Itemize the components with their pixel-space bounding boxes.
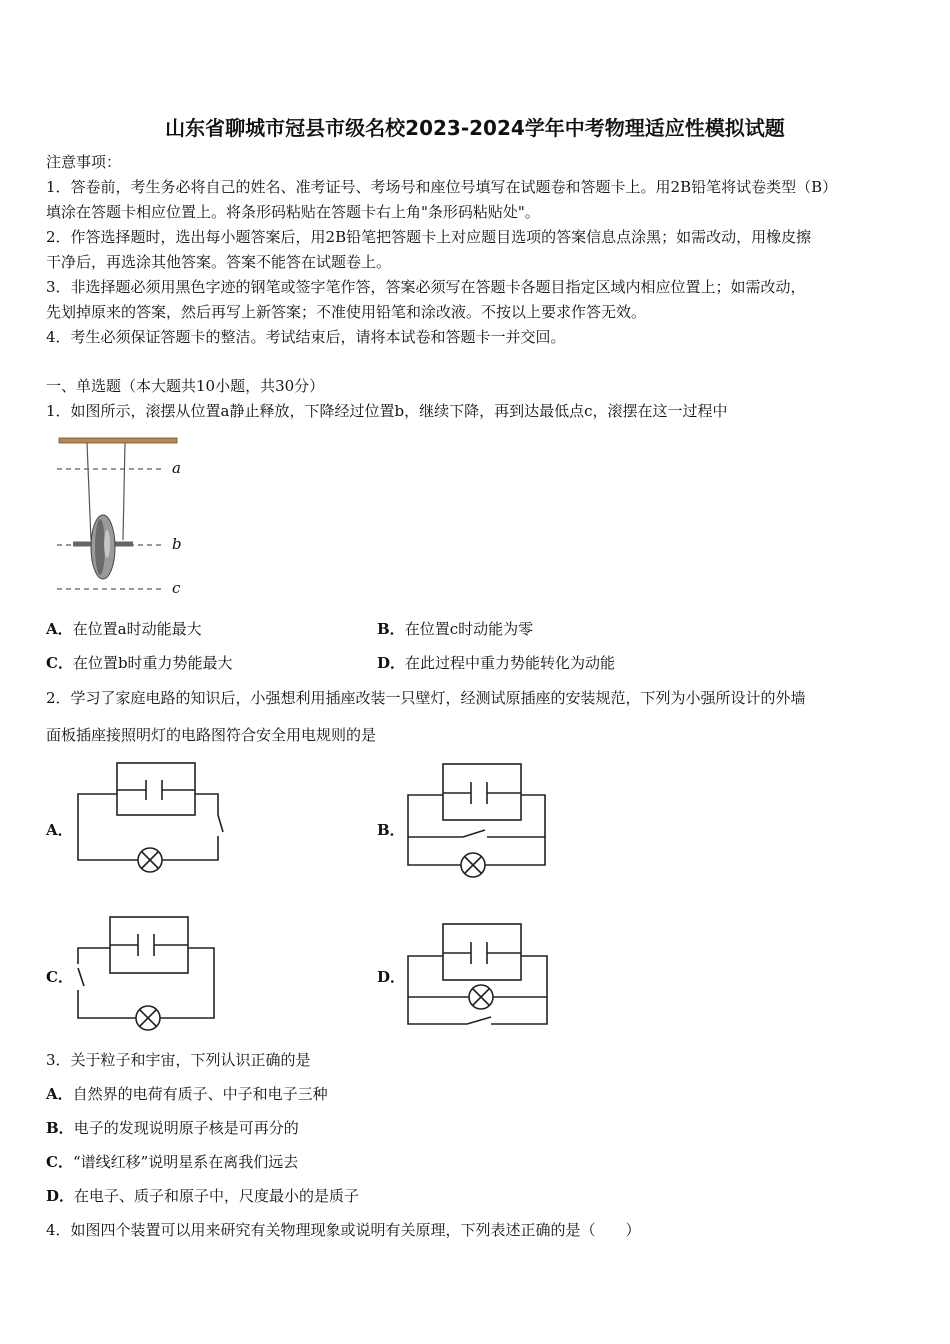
option-a[interactable] — [46, 1084, 328, 1104]
option-text: 在位置b时重力势能最大 — [72, 654, 233, 672]
option-text: 电子的发现说明原子核是可再分的 — [73, 1119, 299, 1137]
notice-line: 2．作答选择题时，选出每小题答案后，用2B铅笔把答题卡上对应题目选项的答案信息点涂黑；如需改动，用橡皮擦 — [46, 228, 812, 246]
option-text: 在电子、质子和原子中，尺度最小的是质子 — [74, 1187, 360, 1205]
option-label: D． — [46, 1187, 75, 1205]
option-text: 在此过程中重力势能转化为动能 — [405, 654, 616, 672]
question-2-stem: 2．学习了家庭电路的知识后，小强想利用插座改装一只壁灯，经测试原插座的安装规范，下列为小强所设计的外墙 — [46, 689, 806, 707]
circuit-b-diagram — [405, 760, 565, 880]
option-label: C． — [46, 1153, 73, 1171]
option-label: A． — [46, 620, 73, 638]
option-d[interactable]: D． — [377, 968, 406, 986]
figure-label-c: c — [172, 579, 181, 597]
option-a[interactable]: A． — [46, 821, 73, 839]
circuit-d-diagram — [405, 916, 565, 1036]
option-label: D． — [377, 654, 406, 672]
option-a[interactable] — [46, 619, 202, 639]
option-label: B． — [377, 620, 405, 638]
notice-line: 干净后，再选涂其他答案。答案不能答在试题卷上。 — [46, 253, 392, 271]
option-d[interactable] — [46, 1186, 359, 1206]
option-b[interactable]: B． — [377, 821, 405, 839]
option-text: “谱线红移”说明星系在离我们远去 — [72, 1153, 299, 1171]
notice-line: 3．非选择题必须用黑色字迹的钢笔或签字笔作答，答案必须写在答题卡各题目指定区域内相应位置上；如需改动， — [46, 278, 806, 296]
figure-label-b: b — [172, 535, 182, 553]
option-text: 自然界的电荷有质子、中子和电子三种 — [72, 1085, 328, 1103]
notice-line: 4．考生必须保证答题卡的整洁。考试结束后，请将本试卷和答题卡一并交回。 — [46, 328, 566, 346]
notice-line: 1．答卷前，考生务必将自己的姓名、准考证号、考场号和座位号填写在试题卷和答题卡上。用2B铅笔将试卷类型（B） — [46, 178, 838, 196]
circuit-a-diagram — [72, 760, 232, 880]
question-4-stem: 4．如图四个装置可以用来研究有关物理现象或说明有关原理，下列表述正确的是（ ） — [46, 1221, 641, 1239]
option-b[interactable] — [46, 1118, 299, 1138]
page-title: 山东省聊城市冠县市级名校2023-2024学年中考物理适应性模拟试题 — [165, 116, 785, 140]
notice-line: 填涂在答题卡相应位置上。将条形码粘贴在答题卡右上角"条形码粘贴处"。 — [46, 203, 540, 221]
figure-label-a: a — [172, 459, 181, 477]
notice-line: 先划掉原来的答案，然后再写上新答案；不准使用铅笔和涂改液。不按以上要求作答无效。 — [46, 303, 647, 321]
circuit-c-diagram — [72, 912, 232, 1032]
option-label: A． — [46, 1085, 73, 1103]
option-c[interactable] — [46, 653, 233, 673]
notice-heading: 注意事项： — [46, 153, 122, 171]
option-d[interactable] — [377, 653, 615, 673]
option-c[interactable]: C． — [46, 968, 73, 986]
option-c[interactable] — [46, 1152, 298, 1172]
option-label: B． — [46, 1119, 74, 1137]
option-text: 在位置a时动能最大 — [72, 620, 202, 638]
question-2-stem: 面板插座接照明灯的电路图符合安全用电规则的是 — [46, 726, 377, 744]
question-3-stem: 3．关于粒子和宇宙，下列认识正确的是 — [46, 1051, 311, 1069]
option-label: C． — [46, 654, 73, 672]
question-1-stem: 1．如图所示，滚摆从位置a静止释放，下降经过位置b，继续下降，再到达最低点c，滚摆在这一过程中 — [46, 402, 728, 420]
option-b[interactable] — [377, 619, 533, 639]
option-text: 在位置c时动能为零 — [404, 620, 534, 638]
section-heading: 一、单选题（本大题共10小题，共30分） — [46, 377, 325, 395]
